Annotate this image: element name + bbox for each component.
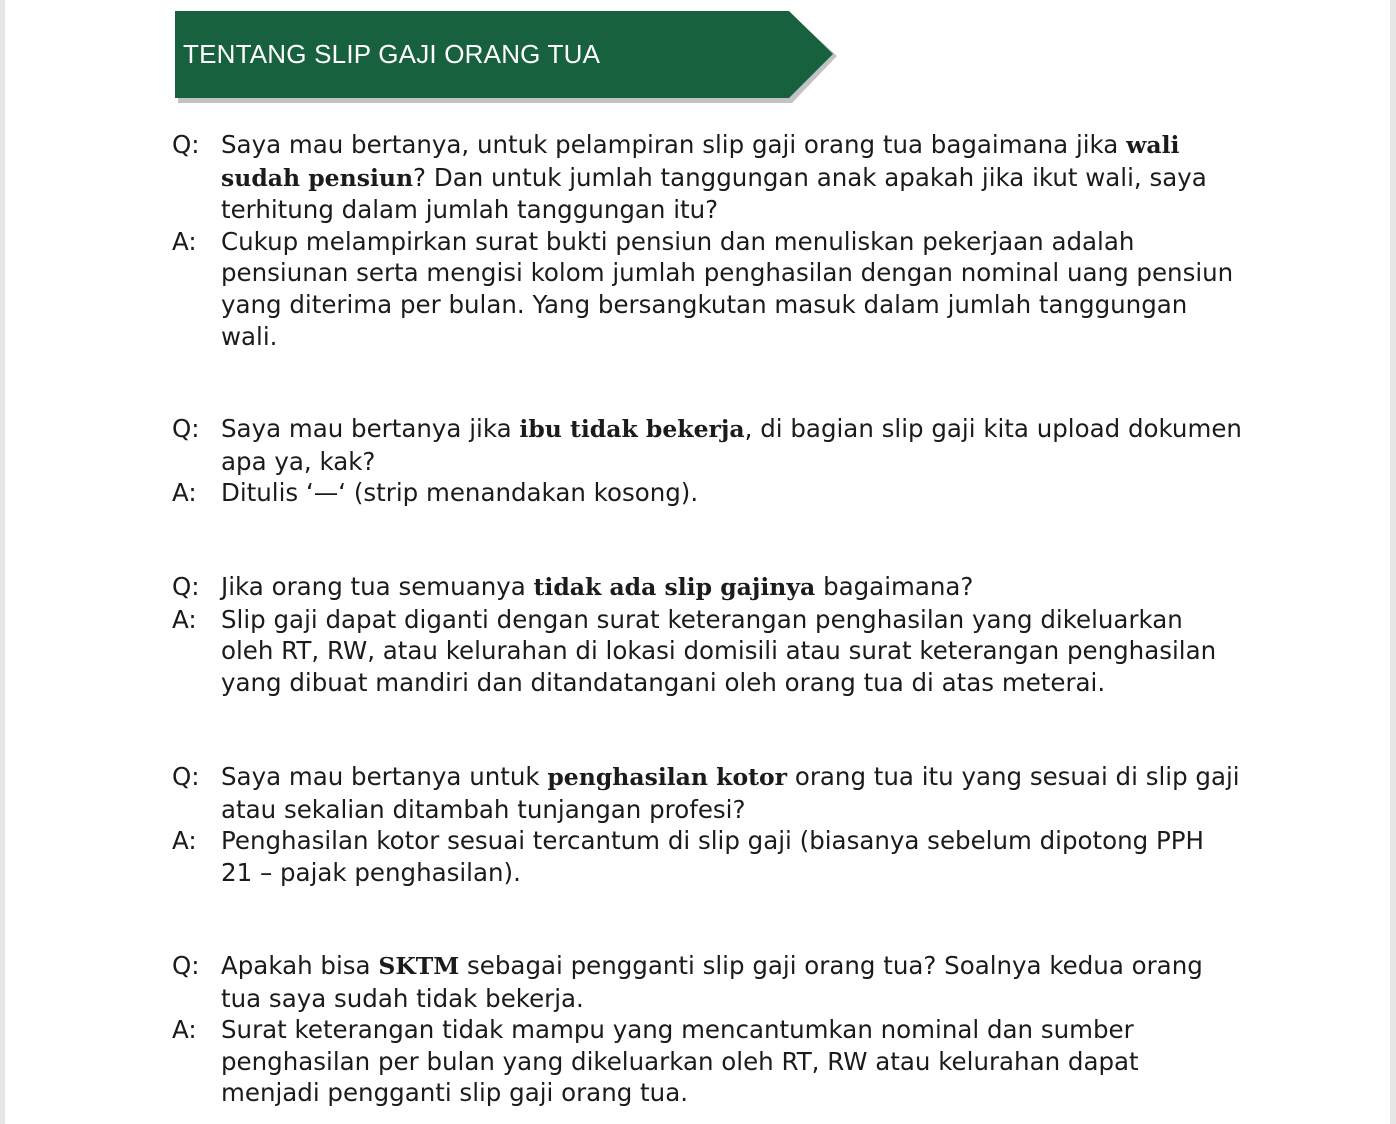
question	[172, 950, 1242, 1014]
document-page	[5, 0, 1390, 1124]
answer	[172, 825, 1242, 888]
faq-item-2	[172, 413, 1242, 509]
question-emphasis: SKTM	[378, 952, 460, 980]
question	[172, 413, 1242, 477]
question-emphasis: wali sudah pensiun	[221, 131, 1180, 192]
answer-text: Slip gaji dapat diganti dengan surat keterangan penghasilan yang dikeluarkan oleh RT, RW, atau kelurahan di lokasi domisili atau surat keterangan penghasilan yang dibuat mandiri dan ditandatangani oleh orang tua di atas meterai.	[221, 604, 1217, 697]
question-emphasis: tidak ada slip gajinya	[533, 573, 816, 601]
answer	[172, 226, 1242, 352]
section-title: TENTANG SLIP GAJI ORANG TUA	[183, 39, 601, 69]
question-label: Q:	[172, 130, 200, 159]
question	[172, 761, 1242, 825]
question-emphasis: penghasilan kotor	[547, 763, 788, 791]
question-text: Saya mau bertanya jika ibu tidak bekerja, di bagian slip gaji kita upload dokumen apa ya, kak?	[221, 414, 1242, 476]
section-banner	[175, 11, 833, 98]
question-text: Saya mau bertanya untuk penghasilan kotor orang tua itu yang sesuai di slip gaji atau sekalian ditambah tunjangan profesi?	[221, 762, 1240, 824]
answer	[172, 604, 1242, 699]
answer-label: A:	[172, 604, 197, 634]
answer-text: Penghasilan kotor sesuai tercantum di slip gaji (biasanya sebelum dipotong PPH 21 – pajak penghasilan).	[221, 826, 1204, 887]
question-text: Apakah bisa SKTM sebagai pengganti slip gaji orang tua? Soalnya kedua orang tua saya sudah tidak bekerja.	[221, 951, 1203, 1013]
question-label: Q:	[172, 572, 200, 601]
question-text: Saya mau bertanya, untuk pelampiran slip gaji orang tua bagaimana jika wali sudah pensiun? Dan untuk jumlah tanggungan anak apakah jika ikut wali, saya terhitung dalam jumlah tanggungan itu?	[221, 130, 1207, 225]
answer-label: A:	[172, 226, 197, 256]
faq-item-3	[172, 571, 1242, 698]
answer-label: A:	[172, 1015, 197, 1045]
question-label: Q:	[172, 762, 200, 791]
answer	[172, 1014, 1242, 1109]
answer-text: Cukup melampirkan surat bukti pensiun dan menuliskan pekerjaan adalah pensiunan serta mengisi kolom jumlah penghasilan dengan nominal uang pensiun yang diterima per bulan. Yang bersangkutan masuk dalam jumlah tanggungan wali.	[221, 226, 1234, 351]
answer-text: Ditulis ‘—‘ (strip menandakan kosong).	[221, 478, 699, 508]
answer-text: Surat keterangan tidak mampu yang mencantumkan nominal dan sumber penghasilan per bulan yang dikeluarkan oleh RT, RW atau kelurahan dapat menjadi pengganti slip gaji orang tua.	[221, 1015, 1139, 1108]
question	[172, 571, 1242, 604]
question	[172, 129, 1242, 226]
faq-item-1	[172, 129, 1242, 352]
question-label: Q:	[172, 951, 200, 980]
answer	[172, 477, 1242, 509]
faq-item-4	[172, 761, 1242, 888]
question-text: Jika orang tua semuanya tidak ada slip gajinya bagaimana?	[221, 572, 974, 601]
question-label: Q:	[172, 414, 200, 443]
question-emphasis: ibu tidak bekerja	[519, 415, 745, 443]
faq-item-5	[172, 950, 1242, 1109]
answer-label: A:	[172, 826, 197, 856]
answer-label: A:	[172, 478, 197, 508]
